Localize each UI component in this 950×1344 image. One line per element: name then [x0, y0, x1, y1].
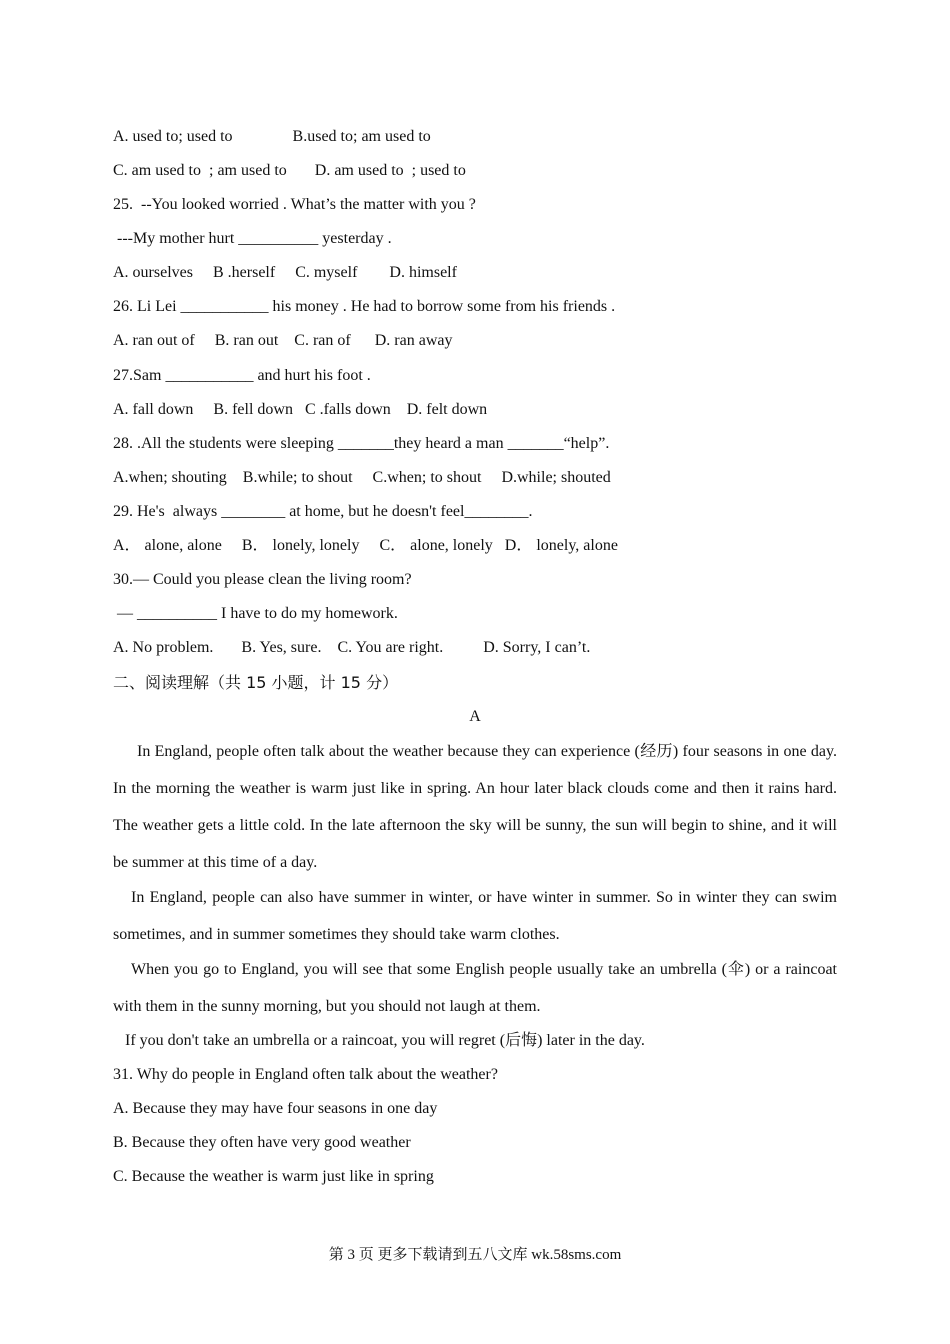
options-26: A. ran out of B. ran out C. ran of D. ran away	[113, 332, 453, 349]
option-31-a: A. Because they may have four seasons in one day	[113, 1100, 438, 1117]
question-25: 25. --You looked worried . What’s the matter with you ?	[113, 196, 476, 213]
options-29: A． alone, alone B． lonely, lonely C． alone, lonely D． lonely, alone	[113, 537, 618, 554]
question-28: 28. .All the students were sleeping _______they heard a man _______“help”.	[113, 435, 610, 452]
section-heading: 二、阅读理解（共 15 小题，计 15 分）	[113, 673, 399, 692]
question-25-reply: ---My mother hurt __________ yesterday .	[113, 230, 392, 247]
passage-paragraph-3: When you go to England, you will see that some English people usually take an umbrella (伞) or a raincoat with them in the sunny morning, but you should not laugh at them.	[113, 961, 837, 1015]
option-31-b: B. Because they often have very good weather	[113, 1134, 411, 1151]
question-29: 29. He's always ________ at home, but he doesn't feel________.	[113, 503, 533, 520]
options-30: A. No problem. B. Yes, sure. C. You are right. D. Sorry, I can’t.	[113, 639, 591, 656]
passage-paragraph-4: If you don't take an umbrella or a raincoat, you will regret (后悔) later in the day.	[125, 1032, 645, 1049]
passage-paragraph-2: In England, people can also have summer in winter, or have winter in summer. So in winter they can swim sometimes, and in summer sometimes they should take warm clothes.	[113, 889, 837, 943]
options-27: A. fall down B. fell down C .falls down D. felt down	[113, 401, 488, 418]
page-footer: 第 3 页 更多下载请到五八文库 wk.58sms.com	[328, 1247, 622, 1263]
passage-label: A	[469, 708, 481, 725]
passage-paragraph-1: In England, people often talk about the weather because they can experience (经历) four seasons in one day. In the morning the weather is warm just like in spring. An hour later black clouds come and then it rains hard. The weather gets a little cold. In the late afternoon the sky will be sunny, the sun will begin to shine, and it will be summer at this time of a day.	[113, 743, 837, 871]
options-28: A.when; shouting B.while; to shout C.when; to shout D.while; shouted	[113, 469, 611, 486]
question-27: 27.Sam ___________ and hurt his foot .	[113, 367, 371, 384]
question-31: 31. Why do people in England often talk about the weather?	[113, 1066, 498, 1083]
question-30: 30.— Could you please clean the living room?	[113, 571, 412, 588]
options-25: A. ourselves B .herself C. myself D. himself	[113, 264, 457, 281]
option-31-c: C. Because the weather is warm just like in spring	[113, 1168, 434, 1185]
options-line-24: A. used to; used to B.used to; am used to	[113, 128, 431, 145]
question-26: 26. Li Lei ___________ his money . He had to borrow some from his friends .	[113, 298, 616, 315]
options-line-24b: C. am used to ; am used to D. am used to ; used to	[113, 162, 466, 179]
question-30-reply: — __________ I have to do my homework.	[113, 605, 398, 622]
